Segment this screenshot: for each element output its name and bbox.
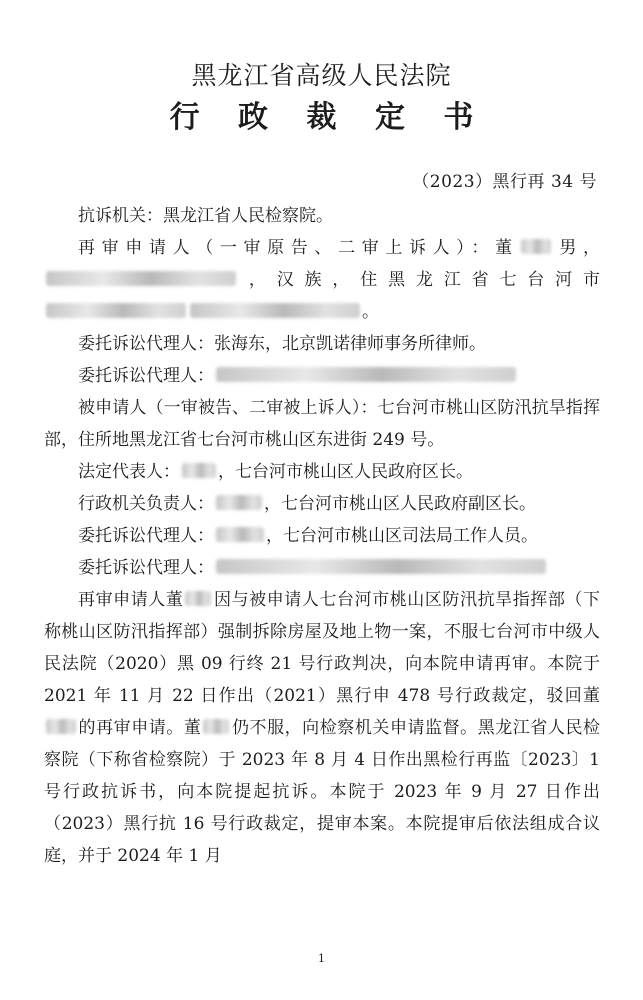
redacted-legal-rep (182, 463, 216, 478)
redacted-name (203, 719, 229, 734)
redacted-name (185, 591, 211, 606)
agent-3-title: ，七台河市桃山区司法局工作人员。 (266, 526, 538, 546)
legal-rep-label: 法定代表人： (78, 462, 180, 482)
agent-3 (44, 520, 600, 552)
legal-rep-title: ，七台河市桃山区人民政府区长。 (218, 462, 473, 482)
applicant-gender: 男， (552, 238, 601, 258)
agency-official (44, 488, 600, 520)
redacted-agent-2 (216, 367, 516, 382)
page-number: 1 (318, 952, 325, 965)
official-title: ，七台河市桃山区人民政府副区长。 (264, 494, 536, 514)
case-history (44, 584, 600, 872)
applicant-paragraph (44, 232, 600, 328)
redacted-birthdate (46, 271, 236, 286)
agent-2 (44, 360, 600, 392)
official-label: 行政机关负责人： (78, 494, 214, 514)
agent-4-label: 委托诉讼代理人： (78, 558, 214, 578)
history-part-4: 仍不服，向检察机关申请监督。黑龙江省人民检察院（下称省检察院）于 2023 年 8 月 4 日作出黑检行再监〔2023〕1 号行政抗诉书，向本院提起抗诉。本院于 2023 年 9 月 27 日作出（2023）黑行抗 16 号行政裁定，提审本案。本院提审后依法组成合议庭，并于 2024 年 1 月 (44, 718, 601, 866)
redacted-address-2 (190, 303, 360, 318)
redacted-agent-3 (216, 527, 264, 542)
redacted-address (46, 303, 186, 318)
document-body (44, 200, 600, 872)
history-part-1: 再审申请人董 (78, 590, 184, 610)
redacted-official (216, 495, 262, 510)
history-part-2: 因与被申请人七台河市桃山区防汛抗旱指挥部（下称桃山区防汛指挥部）强制拆除房屋及地上物一案，不服七台河市中级人民法院（2020）黑 09 行终 21 号行政判决，向本院申请再审。本院于 2021 年 11 月 22 日作出（2021）黑行申 478 号行政裁定，驳回董 (44, 590, 601, 706)
agent-4 (44, 552, 600, 584)
applicant-ethnicity-address: ，汉族，住黑龙江省七台河市 (238, 270, 600, 290)
applicant-tail: 。 (362, 302, 379, 322)
document-type-title: 行 政 裁 定 书 (169, 100, 488, 135)
legal-representative (44, 456, 600, 488)
redacted-name (46, 719, 76, 734)
agent-3-label: 委托诉讼代理人： (78, 526, 214, 546)
respondent: 被申请人（一审被告、二审被上诉人）：七台河市桃山区防汛抗旱指挥部，住所地黑龙江省七台河市桃山区东进街 249 号。 (44, 398, 600, 450)
court-name: 黑龙江省高级人民法院 (191, 61, 452, 90)
agent-2-label: 委托诉讼代理人： (78, 366, 214, 386)
redacted-name (521, 239, 551, 254)
applicant-label: 再审申请人（一审原告、二审上诉人）：董 (78, 238, 519, 258)
protest-organ: 抗诉机关：黑龙江省人民检察院。 (78, 206, 333, 226)
history-part-3: 的再审申请。董 (78, 718, 202, 738)
case-number: （2023）黑行再 34 号 (412, 172, 597, 192)
redacted-agent-4 (216, 559, 546, 574)
agent-1: 委托诉讼代理人：张海东，北京凯诺律师事务所律师。 (78, 334, 486, 354)
